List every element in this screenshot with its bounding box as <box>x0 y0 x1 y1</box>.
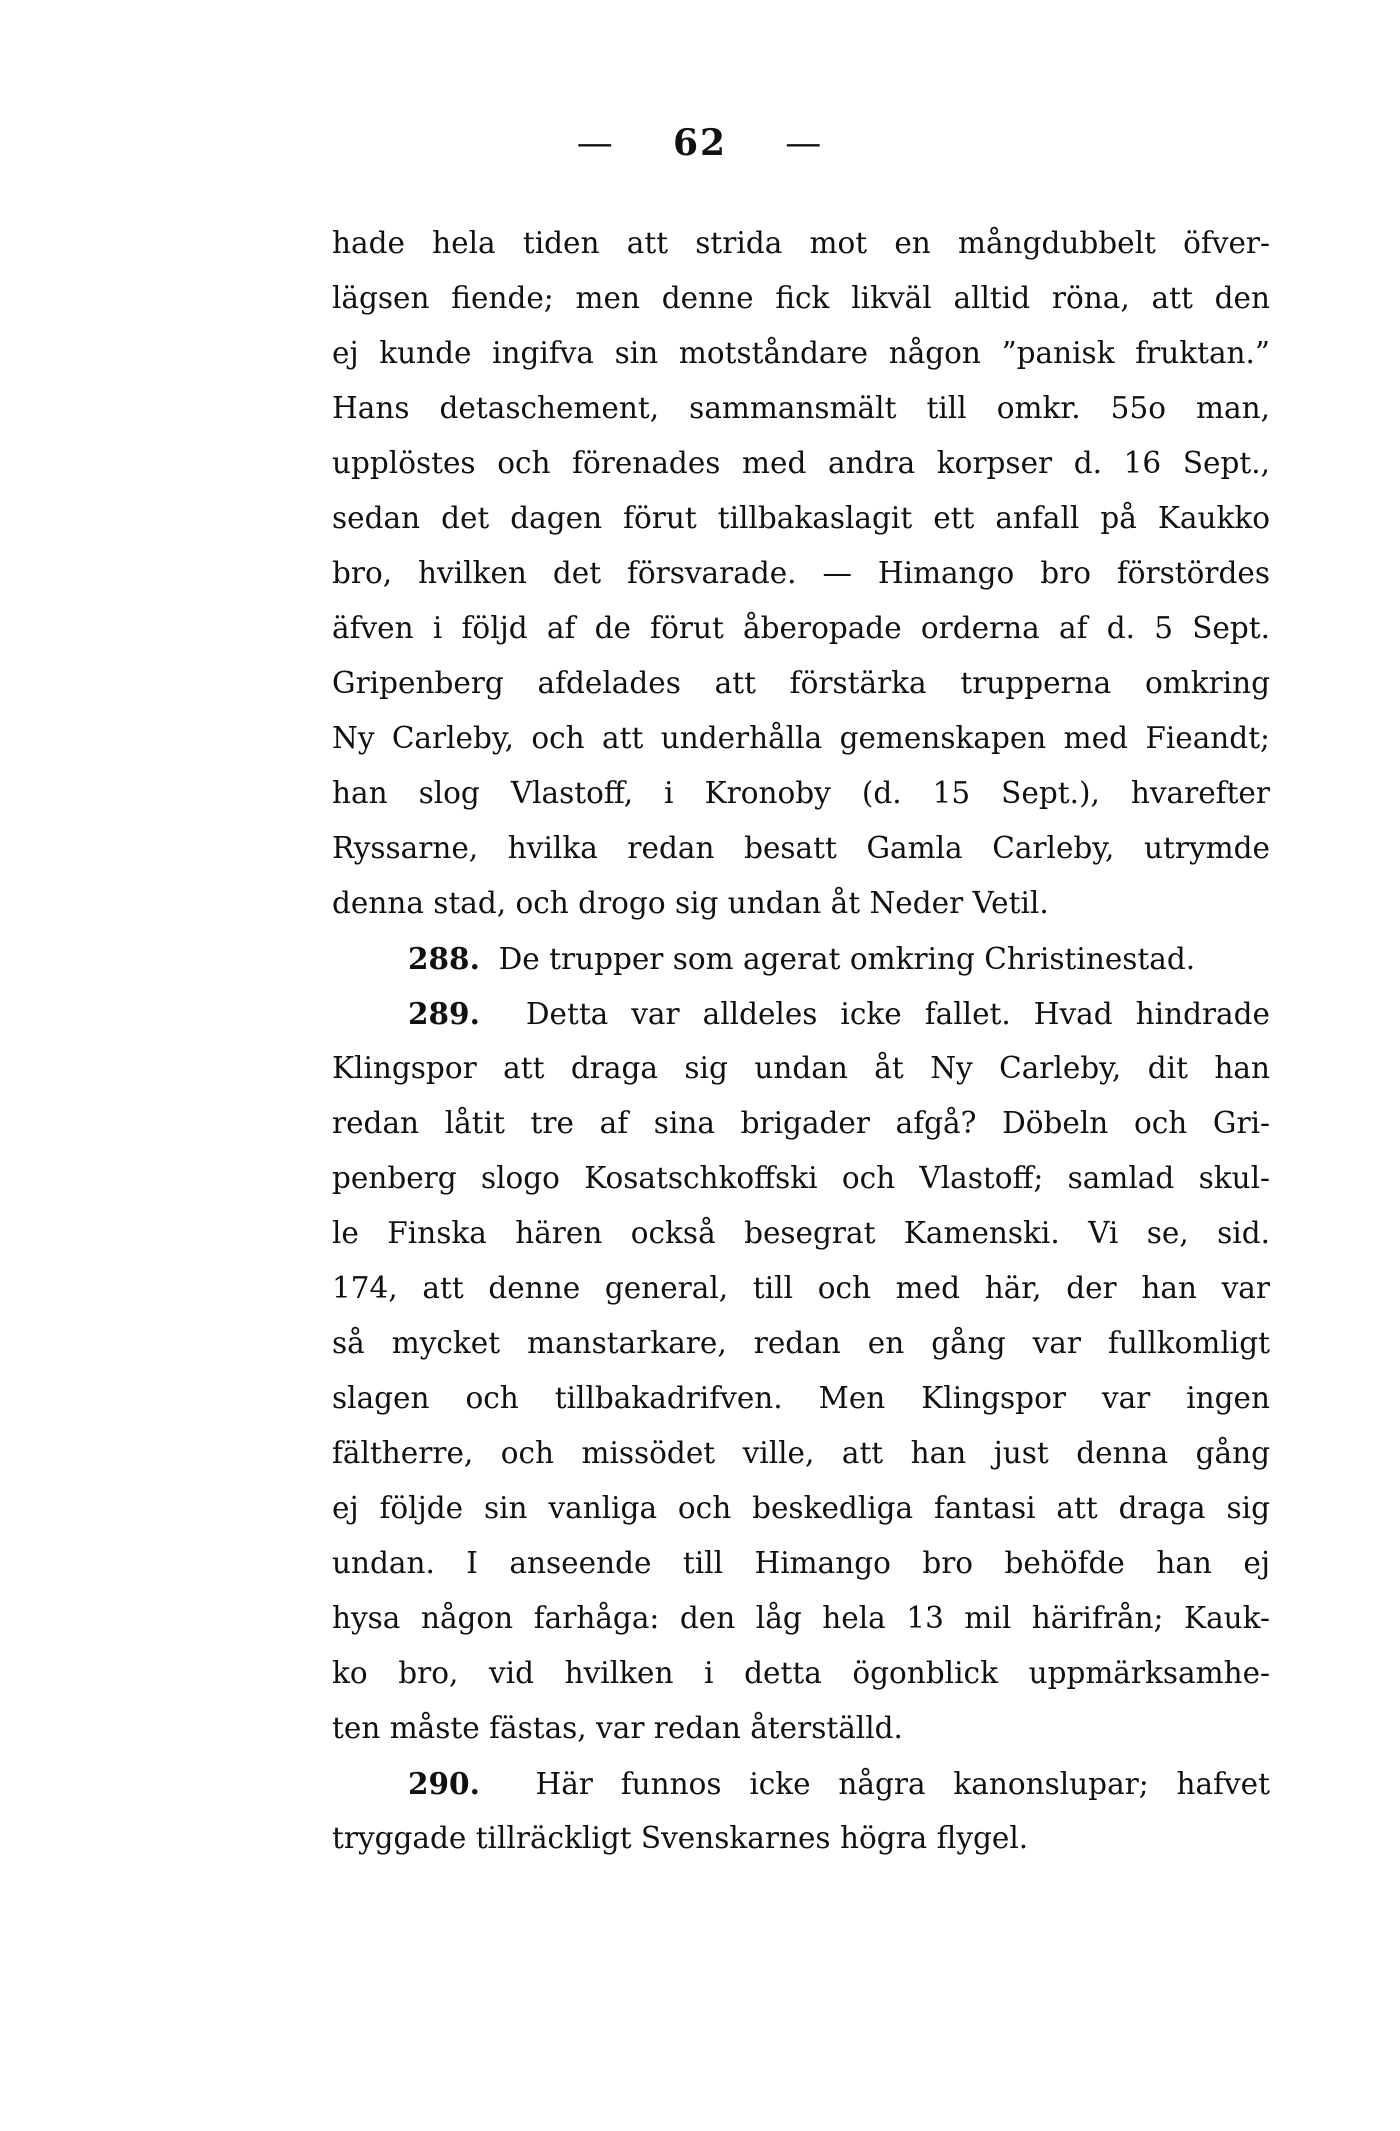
text-line: han slog Vlastoff, i Kronoby (d. 15 Sept.), hvarefter <box>332 776 1270 810</box>
section-number: 288. <box>408 941 480 976</box>
section-290 <box>332 1756 1270 1811</box>
text-line: hysa någon farhåga: den låg hela 13 mil härifrån; Kauk- <box>332 1601 1270 1635</box>
text-line: penberg slogo Kosatschkoffski och Vlastoff; samlad skul- <box>332 1161 1270 1195</box>
text-line: fältherre, och missödet ville, att han just denna gång <box>332 1436 1270 1470</box>
text-line: Ryssarne, hvilka redan besatt Gamla Carleby, utrymde <box>332 831 1270 865</box>
text-line: hade hela tiden att strida mot en mångdubbelt öfver- <box>332 226 1270 260</box>
text-line: ej kunde ingifva sin motståndare någon ”panisk fruktan.” <box>332 336 1270 370</box>
text-line: redan låtit tre af sina brigader afgå? Döbeln och Gri- <box>332 1106 1270 1140</box>
section-288 <box>332 931 1270 986</box>
text-line: bro, hvilken det försvarade. — Himango bro förstördes <box>332 556 1270 590</box>
header-dash-left: — <box>576 123 615 164</box>
text-line: slagen och tillbakadrifven. Men Klingspor var ingen <box>332 1381 1270 1415</box>
text-line: Gripenberg afdelades att förstärka trupperna omkring <box>332 666 1270 700</box>
body-text <box>332 216 1270 1866</box>
text-line: undan. I anseende till Himango bro behöfde han ej <box>332 1546 1270 1580</box>
page-header <box>0 122 1400 164</box>
text-line: ko bro, vid hvilken i detta ögonblick uppmärksamhe- <box>332 1656 1270 1690</box>
text-line: sedan det dagen förut tillbakaslagit ett anfall på Kaukko <box>332 501 1270 535</box>
text-line: upplöstes och förenades med andra korpser d. 16 Sept., <box>332 446 1270 480</box>
section-text: De trupper som agerat omkring Christinestad. <box>498 942 1196 976</box>
section-number: 290. <box>408 1766 480 1801</box>
text-line: Hans detaschement, sammansmält till omkr. 55o man, <box>332 391 1270 425</box>
text-line: lägsen fiende; men denne fick likväl alltid röna, att den <box>332 281 1270 315</box>
text-line: denna stad, och drogo sig undan åt Neder Vetil. <box>332 886 1049 920</box>
section-text: Detta var alldeles icke fallet. Hvad hindrade <box>525 997 1270 1031</box>
text-line: så mycket manstarkare, redan en gång var fullkomligt <box>332 1326 1270 1360</box>
page-number: 62 <box>672 122 728 164</box>
text-line: äfven i följd af de förut åberopade orderna af d. 5 Sept. <box>332 611 1270 645</box>
section-number: 289. <box>408 996 480 1031</box>
text-line: tryggade tillräckligt Svenskarnes högra flygel. <box>332 1821 1029 1855</box>
text-line: Ny Carleby, och att underhålla gemenskapen med Fieandt; <box>332 721 1270 755</box>
text-line: Klingspor att draga sig undan åt Ny Carleby, dit han <box>332 1051 1270 1085</box>
text-line: le Finska hären också besegrat Kamenski. Vi se, sid. <box>332 1216 1270 1250</box>
section-text: Här funnos icke några kanonslupar; hafvet <box>535 1767 1270 1801</box>
text-line: 174, att denne general, till och med här, der han var <box>332 1271 1270 1305</box>
text-line: ej följde sin vanliga och beskedliga fantasi att draga sig <box>332 1491 1270 1525</box>
section-289 <box>332 986 1270 1041</box>
text-line: ten måste fästas, var redan återställd. <box>332 1711 903 1745</box>
header-dash-right: — <box>785 123 824 164</box>
